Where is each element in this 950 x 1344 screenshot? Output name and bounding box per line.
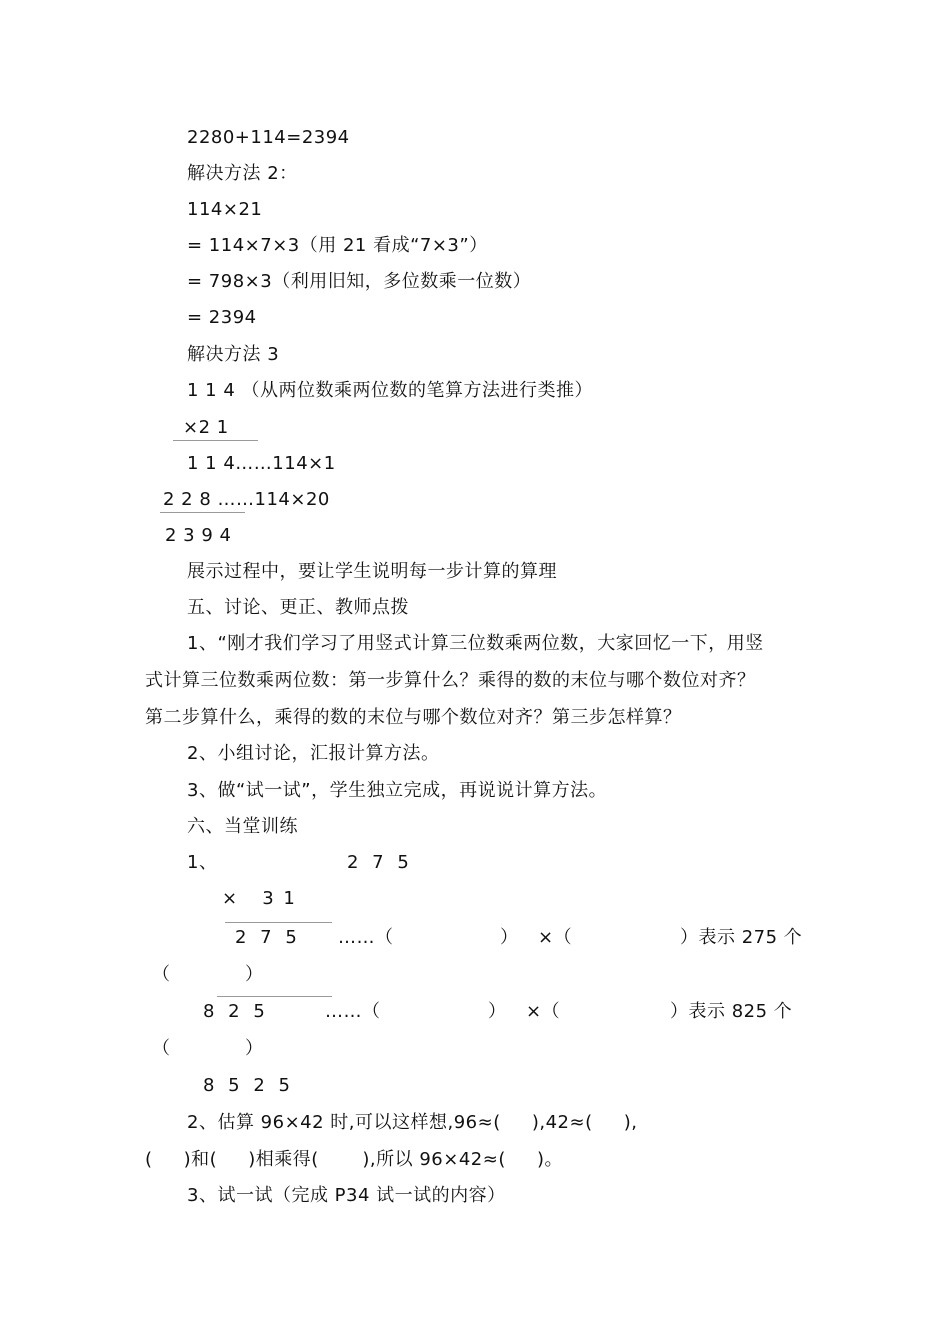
vertical-calc-line: ×2 1 [183,417,229,438]
vertical-calc-line: 2 7 5 [235,927,301,948]
vertical-calc-line: 2 7 5 [347,852,413,873]
paragraph: 展示过程中，要让学生说明每一步计算的算理 [187,561,557,582]
calc-rule [225,922,332,923]
paragraph: 3、试一试（完成 P34 试一试的内容） [187,1185,506,1206]
paragraph: 第二步算什么，乘得的数的末位与哪个数位对齐？第三步怎样算？ [145,707,682,728]
blank-text: ）表示 825 个 [670,1001,793,1022]
method-heading: 解决方法 3 [187,344,280,365]
equation-line: 114×21 [187,199,263,220]
vertical-calc-line: 2 2 8 ……114×20 [163,489,330,510]
blank-close: ） [488,1001,507,1022]
blank-close: ） [245,964,264,985]
paragraph: 3、做“试一试”，学生独立完成，再说说计算方法。 [187,780,608,801]
blank-open: ……（ [325,1001,381,1022]
calc-rule [173,440,258,441]
paragraph: 2、小组讨论，汇报计算方法。 [187,743,440,764]
blank-close: ） [245,1038,264,1059]
blank-close: ） [500,927,519,948]
vertical-calc-line: 8 2 5 [203,1001,269,1022]
equation-line: 2280+114=2394 [187,127,350,148]
blank-open: ×（ [526,1001,561,1022]
paragraph: ( )和( )相乘得( ),所以 96×42≈( )。 [145,1149,563,1170]
blank-text: ）表示 275 个 [680,927,803,948]
vertical-calc-line: 8 5 2 5 [203,1075,294,1096]
paragraph: 1、“刚才我们学习了用竖式计算三位数乘两位数，大家回忆一下，用竖 [187,633,764,654]
vertical-calc-line: 1 1 4……114×1 [187,453,336,474]
exercise-number: 1、 [187,852,218,873]
blank-open: ……（ [338,927,394,948]
blank-open: （ [152,1038,171,1059]
vertical-calc-line: × 3 1 [222,888,297,909]
method-heading: 解决方法 2： [187,163,298,184]
section-heading: 六、当堂训练 [187,816,298,837]
blank-open: ×（ [538,927,573,948]
equation-line: = 798×3（利用旧知，多位数乘一位数） [187,271,532,292]
vertical-calc-line: 2 3 9 4 [165,525,232,546]
section-heading: 五、讨论、更正、教师点拨 [187,597,409,618]
blank-open: （ [152,964,171,985]
equation-line: = 114×7×3（用 21 看成“7×3”） [187,235,488,256]
paragraph: 2、估算 96×42 时,可以这样想,96≈( ),42≈( ), [187,1112,638,1133]
calc-rule [217,996,332,997]
calc-rule [160,512,245,513]
equation-line: = 2394 [187,307,257,328]
paragraph: 式计算三位数乘两位数：第一步算什么？乘得的数的末位与哪个数位对齐？ [145,670,756,691]
vertical-calc-line: 1 1 4 （从两位数乘两位数的笔算方法进行类推） [187,380,594,401]
